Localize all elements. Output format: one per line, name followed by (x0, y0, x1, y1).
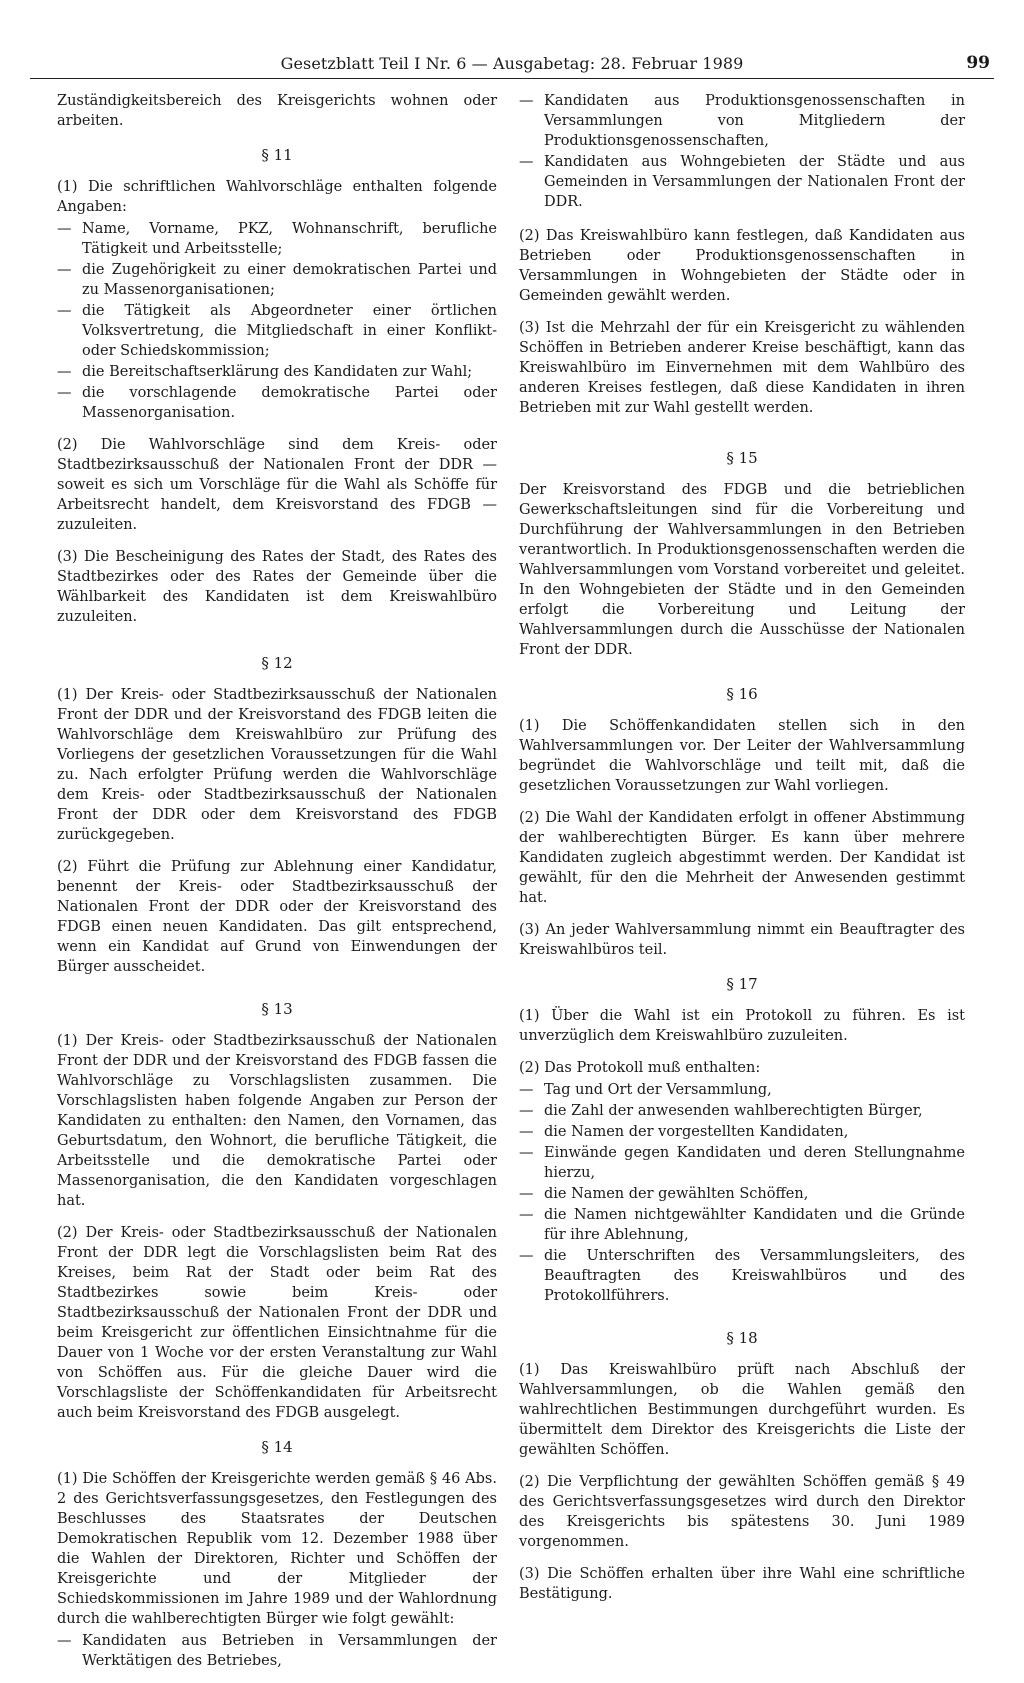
list-item: — Kandidaten aus Wohngebieten der Städte und aus Gemeinden in Versammlungen der Nationalen Front der DDR. (519, 152, 965, 212)
list-item: — Einwände gegen Kandidaten und deren Stellungnahme hierzu, (519, 1143, 965, 1183)
section-heading-13: § 13 (261, 1000, 293, 1018)
section-heading-15: § 15 (726, 449, 758, 467)
list-item: — die Unterschriften des Versammlungsleiters, des Beauftragten des Kreiswahlbüros und des Protokollführers. (519, 1246, 965, 1306)
paragraph: (2) Das Protokoll muß enthalten: (519, 1060, 761, 1076)
paragraph: (3) Ist die Mehrzahl der für ein Kreisgericht zu wählenden Schöffen in Betrieben anderer Kreise beschäftigt, kann das Kreiswahlbüro im Einvernehmen mit dem Wahlbüro des anderen Kreises festlegen, daß diese Kandidaten in ihren Betrieben mit zur Wahl gestellt werden. (519, 320, 965, 416)
section-heading-14: § 14 (261, 1438, 293, 1456)
paragraph: (1) Die Schöffen der Kreisgerichte werden gemäß § 46 Abs. 2 des Gerichtsverfassungsgesetzes, den Festlegungen des Beschlusses des Staatsrates der Deutschen Demokratischen Republik vom 12. Dezember 1988 über die Wahlen der Direktoren, Richter und Schöffen der Kreisgerichte und der Mitglieder der Schiedskommissionen im Jahre 1989 und der Wahlordnung durch die wahlberechtigten Bürger wie folgt gewählt: (57, 1471, 497, 1627)
paragraph: Der Kreisvorstand des FDGB und die betrieblichen Gewerkschaftsleitungen sind für die Vorbereitung und Durchführung der Wahlversammlungen in den Betrieben verantwortlich. In Produktionsgenossenschaften werden die Wahlversammlungen vom Vorstand vorbereitet und geleitet. In den Wohngebieten der Städte und in den Gemeinden erfolgt die Vorbereitung und Leitung der Wahlversammlungen durch die Ausschüsse der Nationalen Front der DDR. (519, 482, 965, 658)
list-item: — die Namen der gewählten Schöffen, (519, 1184, 965, 1204)
paragraph: (2) Die Wahlvorschläge sind dem Kreis- oder Stadtbezirksausschuß der Nationalen Front der DDR — soweit es sich um Vorschläge für die Wahl als Schöffe für Arbeitsrecht handelt, dem Kreisvorstand des FDGB — zuzuleiten. (57, 437, 497, 533)
list-item: — die vorschlagende demokratische Partei oder Massenorganisation. (57, 383, 497, 423)
paragraph: Zuständigkeitsbereich des Kreisgerichts wohnen oder arbeiten. (57, 93, 497, 129)
list-s14-cont (519, 91, 965, 212)
paragraph: (2) Führt die Prüfung zur Ablehnung einer Kandidatur, benennt der Kreis- oder Stadtbezirksausschuß der Nationalen Front der DDR oder der Kreisvorstand des FDGB einen neuen Kandidaten. Das gilt entsprechend, wenn ein Kandidat auf Grund von Einwendungen der Bürger ausscheidet. (57, 859, 497, 975)
list-item: — die Zugehörigkeit zu einer demokratischen Partei und zu Massenorganisationen; (57, 260, 497, 300)
paragraph: (1) Der Kreis- oder Stadtbezirksausschuß der Nationalen Front der DDR und der Kreisvorstand des FDGB fassen die Wahlvorschläge zu Vorschlagslisten zusammen. Die Vorschlagslisten haben folgende Angaben zur Person der Kandidaten zu enthalten: den Namen, den Vornamen, das Geburtsdatum, den Wohnort, die berufliche Tätigkeit, die Arbeitsstelle und die demokratische Partei oder Massenorganisation, die den Kandidaten vorgeschlagen hat. (57, 1033, 497, 1209)
section-heading-12: § 12 (261, 654, 293, 672)
list-item: — die Namen der vorgestellten Kandidaten, (519, 1122, 965, 1142)
paragraph: (3) Die Schöffen erhalten über ihre Wahl eine schriftliche Bestätigung. (519, 1566, 965, 1602)
list-item: — die Tätigkeit als Abgeordneter einer örtlichen Volksvertretung, die Mitgliedschaft in einer Konflikt- oder Schiedskommission; (57, 301, 497, 361)
paragraph: (2) Die Verpflichtung der gewählten Schöffen gemäß § 49 des Gerichtsverfassungsgesetzes wird durch den Direktor des Kreisgerichts bis spätestens 30. Juni 1989 vorgenommen. (519, 1474, 965, 1550)
list-item: — Tag und Ort der Versammlung, (519, 1080, 965, 1100)
list-item: — die Zahl der anwesenden wahlberechtigten Bürger, (519, 1101, 965, 1121)
page-header (30, 52, 994, 79)
list-item: — die Bereitschaftserklärung des Kandidaten zur Wahl; (57, 362, 497, 382)
paragraph: (3) Die Bescheinigung des Rates der Stadt, des Rates des Stadtbezirkes oder des Rates der Gemeinde über die Wählbarkeit des Kandidaten ist dem Kreiswahlbüro zuzuleiten. (57, 549, 497, 625)
section-heading-18: § 18 (726, 1329, 758, 1347)
section-heading-16: § 16 (726, 685, 758, 703)
paragraph: (2) Das Kreiswahlbüro kann festlegen, daß Kandidaten aus Betrieben oder Produktionsgenossenschaften in Versammlungen in Wohngebieten der Städte oder in Gemeinden gewählt werden. (519, 228, 965, 304)
list-s11 (57, 219, 497, 423)
paragraph: (1) Das Kreiswahlbüro prüft nach Abschluß der Wahlversammlungen, ob die Wahlen gemäß den wahlrechtlichen Bestimmungen durchgeführt wurden. Es übermittelt dem Direktor des Kreisgerichts die Liste der gewählten Schöffen. (519, 1362, 965, 1458)
right-column (519, 91, 965, 1616)
left-column (57, 91, 497, 1683)
list-item: — Name, Vorname, PKZ, Wohnanschrift, berufliche Tätigkeit und Arbeitsstelle; (57, 219, 497, 259)
section-heading-11: § 11 (261, 146, 293, 164)
page-number: 99 (966, 53, 990, 73)
paragraph: (1) Über die Wahl ist ein Protokoll zu führen. Es ist unverzüglich dem Kreiswahlbüro zuzuleiten. (519, 1008, 965, 1044)
list-s17 (519, 1080, 965, 1306)
list-item: — Kandidaten aus Betrieben in Versammlungen der Werktätigen des Betriebes, (57, 1631, 497, 1671)
section-heading-17: § 17 (726, 975, 758, 993)
paragraph: (1) Die Schöffenkandidaten stellen sich in den Wahlversammlungen vor. Der Leiter der Wahlversammlung begründet die Wahlvorschläge und teilt mit, daß die gesetzlichen Voraussetzungen zur Wahl vorliegen. (519, 718, 965, 794)
list-s14 (57, 1631, 497, 1671)
paragraph: (2) Die Wahl der Kandidaten erfolgt in offener Abstimmung der wahlberechtigten Bürger. Es kann über mehrere Kandidaten zugleich abgestimmt werden. Der Kandidat ist gewählt, für den die Mehrheit der Anwesenden gestimmt hat. (519, 810, 965, 906)
paragraph: (3) An jeder Wahlversammlung nimmt ein Beauftragter des Kreiswahlbüros teil. (519, 922, 965, 958)
list-item: — die Namen nichtgewählter Kandidaten und die Gründe für ihre Ablehnung, (519, 1205, 965, 1245)
paragraph: (1) Die schriftlichen Wahlvorschläge enthalten folgende Angaben: (57, 179, 497, 215)
list-item: — Kandidaten aus Produktionsgenossenschaften in Versammlungen von Mitgliedern der Produktionsgenossenschaften, (519, 91, 965, 151)
paragraph: (2) Der Kreis- oder Stadtbezirksausschuß der Nationalen Front der DDR legt die Vorschlagslisten beim Rat des Kreises, beim Rat der Stadt oder beim Rat des Stadtbezirkes sowie beim Kreis- oder Stadtbezirksausschuß der Nationalen Front der DDR und beim Kreisgericht zur öffentlichen Einsichtnahme für die Dauer von 1 Woche vor der ersten Veranstaltung zur Wahl von Schöffen aus. Für die gleiche Dauer wird die Vorschlagsliste der Schöffenkandidaten für Arbeitsrecht auch beim Kreisvorstand des FDGB ausgelegt. (57, 1225, 497, 1421)
header-title: Gesetzblatt Teil I Nr. 6 — Ausgabetag: 28. Februar 1989 (280, 54, 744, 73)
paragraph: (1) Der Kreis- oder Stadtbezirksausschuß der Nationalen Front der DDR und der Kreisvorstand des FDGB leiten die Wahlvorschläge dem Kreiswahlbüro zur Prüfung des Vorliegens der gesetzlichen Voraussetzungen für die Wahl zu. Nach erfolgter Prüfung werden die Wahlvorschläge dem Kreis- oder Stadtbezirksausschuß der Nationalen Front der DDR oder dem Kreisvorstand des FDGB zurückgegeben. (57, 687, 497, 843)
